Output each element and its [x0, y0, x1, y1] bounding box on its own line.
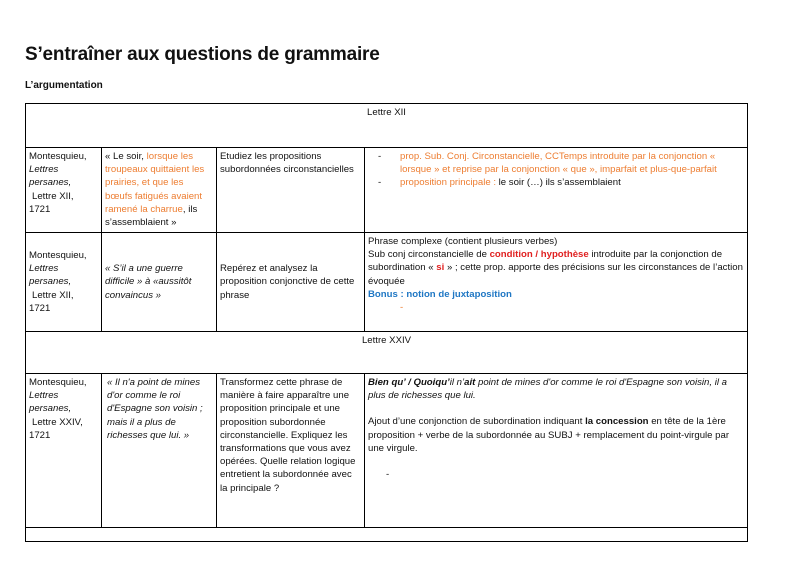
- answer-cell: [365, 374, 748, 528]
- answer-highlight: condition / hypothèse: [489, 249, 589, 261]
- source-work: persanes,: [29, 403, 72, 415]
- answer-text: il n’: [449, 377, 465, 388]
- table-row: [26, 374, 748, 528]
- answer-text: point de mines d'or comme le roi d'Espagne son voisin, il a plus de richesses que lui.: [368, 377, 727, 402]
- source-cell: [26, 374, 102, 528]
- answer-cell: [365, 148, 748, 233]
- grammar-table: [25, 103, 748, 542]
- instruction-cell: Etudiez les propositions subordonnées circonstancielles: [217, 148, 365, 233]
- instruction-cell: Repérez et analysez la proposition conjonctive de cette phrase: [217, 233, 365, 332]
- source-letter: Lettre XXIV,: [32, 416, 83, 428]
- source-author: Montesquieu,: [29, 249, 87, 261]
- section-heading: Lettre XXIV: [26, 332, 748, 374]
- source-work: Lettres: [29, 164, 59, 176]
- answer-item: [400, 150, 744, 176]
- source-work: persanes,: [29, 276, 72, 288]
- source-author: Montesquieu,: [29, 377, 87, 388]
- source-letter: Lettre XII,: [32, 190, 74, 202]
- quote-highlight: lorsque les troupeaux quittaient les prairies, et que les bœufs fatigués avaient ramené la charrue: [105, 151, 205, 215]
- bonus-note: Bonus : notion de juxtaposition: [368, 288, 512, 300]
- answer-text: prop. Sub. Conj. Circonstancielle, CCTemps introduite par la conjonction « lorsque » et reprise par la conjonction « que », imparfait et plus-que-parfait: [400, 151, 717, 176]
- answer-label: proposition principale :: [400, 177, 499, 189]
- answer-text: Sub conj circonstancielle de: [368, 249, 490, 261]
- source-cell: [26, 148, 102, 233]
- answer-highlight: Bien qu’ / Quoiqu’: [368, 377, 450, 388]
- quote-cell: « Il n'a point de mines d'or comme le roi d'Espagne son voisin ; mais il a plus de richesses que lui. »: [102, 374, 217, 528]
- answer-text: le soir (…) ils s’assemblaient: [498, 177, 621, 189]
- answer-explanation: [368, 415, 744, 455]
- answer-cell: [365, 233, 748, 332]
- source-cell: [26, 233, 102, 332]
- answer-text: » ; cette prop. apporte des précisions sur les circonstances de l’action évoquée: [368, 262, 743, 287]
- quote-text: « Le soir,: [105, 151, 147, 162]
- answer-text: introduite par la conjonction de subordination «: [368, 249, 723, 274]
- source-work: Lettres: [29, 263, 59, 275]
- instruction-cell: Transformez cette phrase de manière à faire apparaître une proposition principale et une proposition subordonnée circonstancielle. Expliquez les transformations que vous avez opérées. Quelle relation logique entretient la subordonnée avec la principale ?: [217, 374, 365, 528]
- answer-sentence: [368, 376, 744, 402]
- empty-cell: [26, 528, 748, 542]
- answer-highlight: la concession: [585, 416, 649, 428]
- table-row: [26, 148, 748, 233]
- source-year: 1721: [29, 429, 51, 441]
- source-work: Lettres: [29, 390, 59, 402]
- section-subtitle: L’argumentation: [25, 80, 103, 91]
- empty-bullet: -: [386, 469, 390, 481]
- answer-highlight: ait: [464, 377, 476, 388]
- answer-text: Phrase complexe (contient plusieurs verbes): [368, 236, 558, 247]
- section-heading: Lettre XII: [26, 104, 748, 148]
- table-row: [26, 233, 748, 332]
- section-header-row: [26, 104, 748, 148]
- empty-bullet: -: [400, 302, 404, 314]
- answer-text: Ajout d’une conjonction de subordination indiquant: [368, 416, 586, 428]
- source-work: persanes,: [29, 177, 72, 189]
- source-year: 1721: [29, 203, 51, 215]
- answer-text: [368, 248, 744, 288]
- source-author: Montesquieu,: [29, 151, 87, 162]
- empty-row: [26, 528, 748, 542]
- section-header-row: [26, 332, 748, 374]
- answer-highlight: si: [436, 262, 445, 274]
- page-title: S’entraîner aux questions de grammaire: [25, 44, 380, 65]
- source-letter: Lettre XII,: [32, 289, 74, 301]
- quote-text: , ils s’assemblaient »: [105, 203, 198, 229]
- quote-cell: « S’il a une guerre difficile » à «aussitôt convaincus »: [102, 233, 217, 332]
- quote-cell: [102, 148, 217, 233]
- answer-item: [400, 176, 744, 189]
- answer-text: en tête de la 1ère proposition + verbe de la subordonnée au SUBJ + remplacement du point-virgule par une virgule.: [368, 416, 730, 454]
- source-year: 1721: [29, 302, 51, 314]
